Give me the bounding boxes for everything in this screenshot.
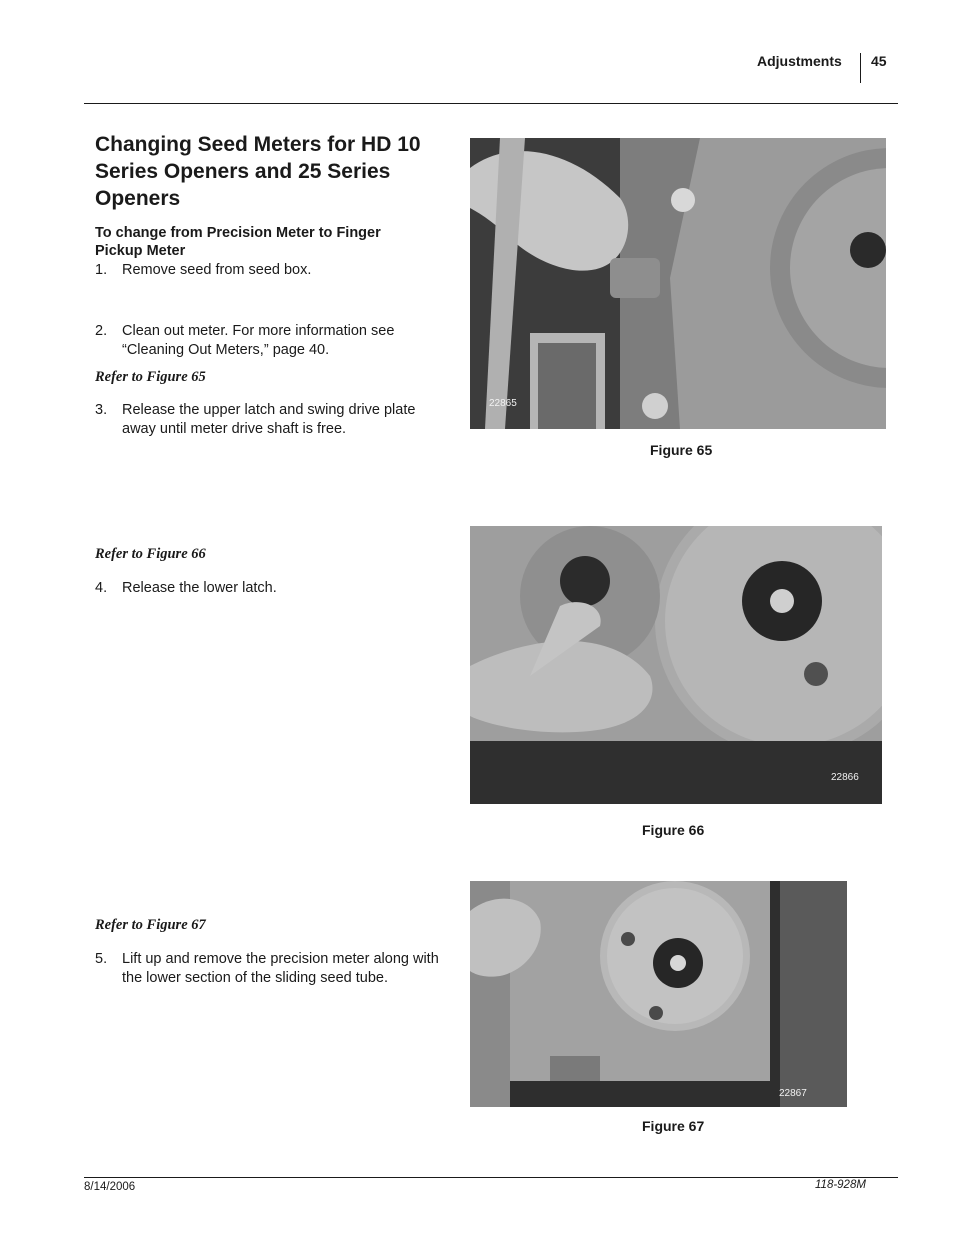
- step-number: 3.: [95, 402, 108, 418]
- step-number: 5.: [95, 951, 108, 967]
- header-section-title: Adjustments: [757, 53, 842, 69]
- header-divider: [860, 53, 861, 83]
- photo-number: 22866: [831, 772, 859, 783]
- step-text: Remove seed from seed box.: [122, 262, 312, 278]
- step-text: Clean out meter. For more information see “Cleaning Out Meters,” page 40.: [122, 323, 395, 358]
- step-number: 4.: [95, 580, 108, 596]
- step-3: [95, 401, 440, 439]
- figure-65-photo: [470, 138, 886, 429]
- page-number: 45: [871, 53, 887, 69]
- figure-reference-66: Refer to Figure 66: [95, 546, 206, 562]
- step-number: 1.: [95, 262, 108, 278]
- figure-reference-65: Refer to Figure 65: [95, 369, 206, 385]
- step-text: Release the upper latch and swing drive plate away until meter drive shaft is free.: [122, 402, 416, 437]
- figure-67-photo: [470, 881, 847, 1107]
- footer-doc-number: 118-928M: [815, 1179, 866, 1191]
- figure-caption-66: Figure 66: [642, 822, 705, 838]
- page-title: Changing Seed Meters for HD 10 Series Openers and 25 Series Openers: [95, 133, 421, 210]
- top-rule: [84, 103, 898, 104]
- step-4: [95, 579, 440, 598]
- step-text: Lift up and remove the precision meter along with the lower section of the sliding seed tube.: [122, 951, 439, 986]
- photo-number: 22867: [779, 1088, 807, 1099]
- step-number: 2.: [95, 323, 108, 339]
- step-5: [95, 950, 440, 988]
- step-1: [95, 261, 440, 280]
- figure-caption-67: Figure 67: [642, 1118, 705, 1134]
- step-text: Release the lower latch.: [122, 580, 277, 596]
- footer-date: 8/14/2006: [84, 1181, 136, 1193]
- photo-number: 22865: [489, 398, 517, 409]
- figure-reference-67: Refer to Figure 67: [95, 917, 206, 933]
- figure-caption-65: Figure 65: [650, 442, 713, 458]
- bottom-rule: [84, 1177, 898, 1178]
- step-2: [95, 322, 440, 360]
- procedure-subtitle: To change from Precision Meter to Finger Pickup Meter: [95, 225, 381, 259]
- figure-66-photo: [470, 526, 882, 804]
